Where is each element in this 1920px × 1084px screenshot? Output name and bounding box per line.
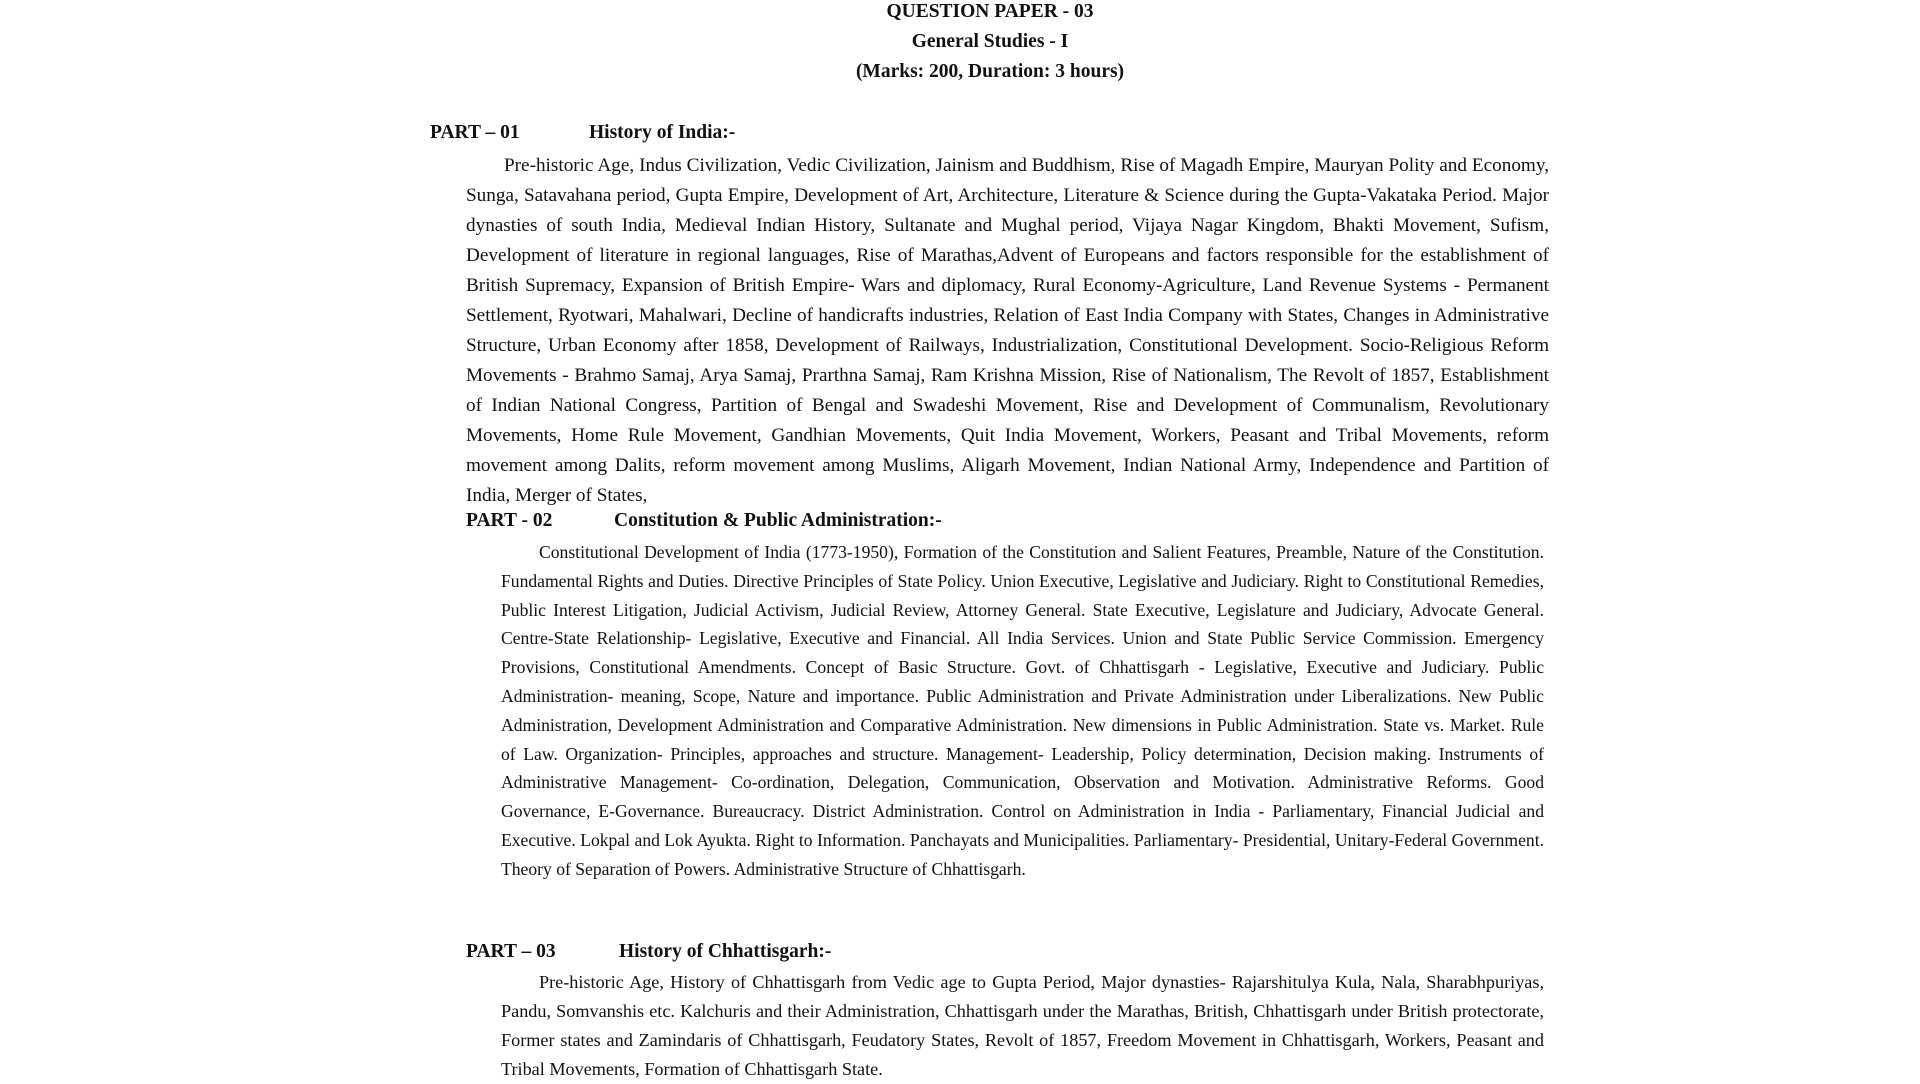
part-01-label: PART – 01 bbox=[430, 122, 520, 143]
part-03-label: PART – 03 bbox=[466, 941, 556, 962]
part-02-body: Constitutional Development of India (1773-1950), Formation of the Constitution and Salient Features, Preamble, Nature of the Constitution. Fundamental Rights and Duties. Directive Principles of State Policy. Union Executive, Legislative and Judiciary. Right to Constitutional Remedies, Public Interest Litigation, Judicial Activism, Judicial Review, Attorney General. State Executive, Legislature and Judiciary, Advocate General. Centre-State Relationship- Legislative, Executive and Financial. All India Services. Union and State Public Service Commission. Emergency Provisions, Constitutional Amendments. Concept of Basic Structure. Govt. of Chhattisgarh - Legislative, Executive and Judiciary. Public Administration- meaning, Scope, Nature and importance. Public Administration and Private Administration under Liberalizations. New Public Administration, Development Administration and Comparative Administration. New dimensions in Public Administration. State vs. Market. Rule of Law. Organization- Principles, approaches and structure. Management- Leadership, Policy determination, Decision making. Instruments of Administrative Management- Co-ordination, Delegation, Communication, Observation and Motivation. Administrative Reforms. Good Governance, E-Governance. Bureaucracy. District Administration. Control on Administration in India - Parliamentary, Financial Judicial and Executive. Lokpal and Lok Ayukta. Right to Information. Panchayats and Municipalities. Parliamentary- Presidential, Unitary-Federal Government. Theory of Separation of Powers. Administrative Structure of Chhattisgarh. bbox=[501, 542, 1544, 879]
part-01-title: History of India:- bbox=[589, 122, 736, 143]
paper-title: QUESTION PAPER - 03 bbox=[886, 1, 1094, 22]
part-02-label: PART - 02 bbox=[466, 510, 553, 531]
part-02-heading bbox=[466, 508, 942, 534]
paper-subject: General Studies - I bbox=[911, 31, 1069, 52]
part-01-heading bbox=[430, 120, 736, 146]
part-03-heading bbox=[466, 939, 832, 965]
part-03-body: Pre-historic Age, History of Chhattisgarh from Vedic age to Gupta Period, Major dynasties- Rajarshitulya Kula, Nala, Sharabhpuriyas, Pandu, Somvanshis etc. Kalchuris and their Administration, Chhattisgarh under the Marathas, British, Chhattisgarh under British protectorate, Former states and Zamindaris of Chhattisgarh, Feudatory States, Revolt of 1857, Freedom Movement in Chhattisgarh, Workers, Peasant and Tribal Movements, Formation of Chhattisgarh State. bbox=[501, 972, 1544, 1079]
paper-marks-duration: (Marks: 200, Duration: 3 hours) bbox=[855, 61, 1125, 82]
part-03-title: History of Chhattisgarh:- bbox=[619, 941, 832, 962]
part-01-body: Pre-historic Age, Indus Civilization, Vedic Civilization, Jainism and Buddhism, Rise of Magadh Empire, Mauryan Polity and Economy, Sunga, Satavahana period, Gupta Empire, Development of Art, Architecture, Literature & Science during the Gupta-Vakataka Period. Major dynasties of south India, Medieval Indian History, Sultanate and Mughal period, Vijaya Nagar Kingdom, Bhakti Movement, Sufism, Development of literature in regional languages, Rise of Marathas,Advent of Europeans and factors responsible for the establishment of British Supremacy, Expansion of British Empire- Wars and diplomacy, Rural Economy-Agriculture, Land Revenue Systems - Permanent Settlement, Ryotwari, Mahalwari, Decline of handicrafts industries, Relation of East India Company with States, Changes in Administrative Structure, Urban Economy after 1858, Development of Railways, Industrialization, Constitutional Development. Socio-Religious Reform Movements - Brahmo Samaj, Arya Samaj, Prarthna Samaj, Ram Krishna Mission, Rise of Nationalism, The Revolt of 1857, Establishment of Indian National Congress, Partition of Bengal and Swadeshi Movement, Rise and Development of Communalism, Revolutionary Movements, Home Rule Movement, Gandhian Movements, Quit India Movement, Workers, Peasant and Tribal Movements, reform movement among Dalits, reform movement among Muslims, Aligarh Movement, Indian National Army, Independence and Partition of India, Merger of States, bbox=[466, 155, 1549, 506]
part-02-title: Constitution & Public Administration:- bbox=[614, 510, 942, 531]
